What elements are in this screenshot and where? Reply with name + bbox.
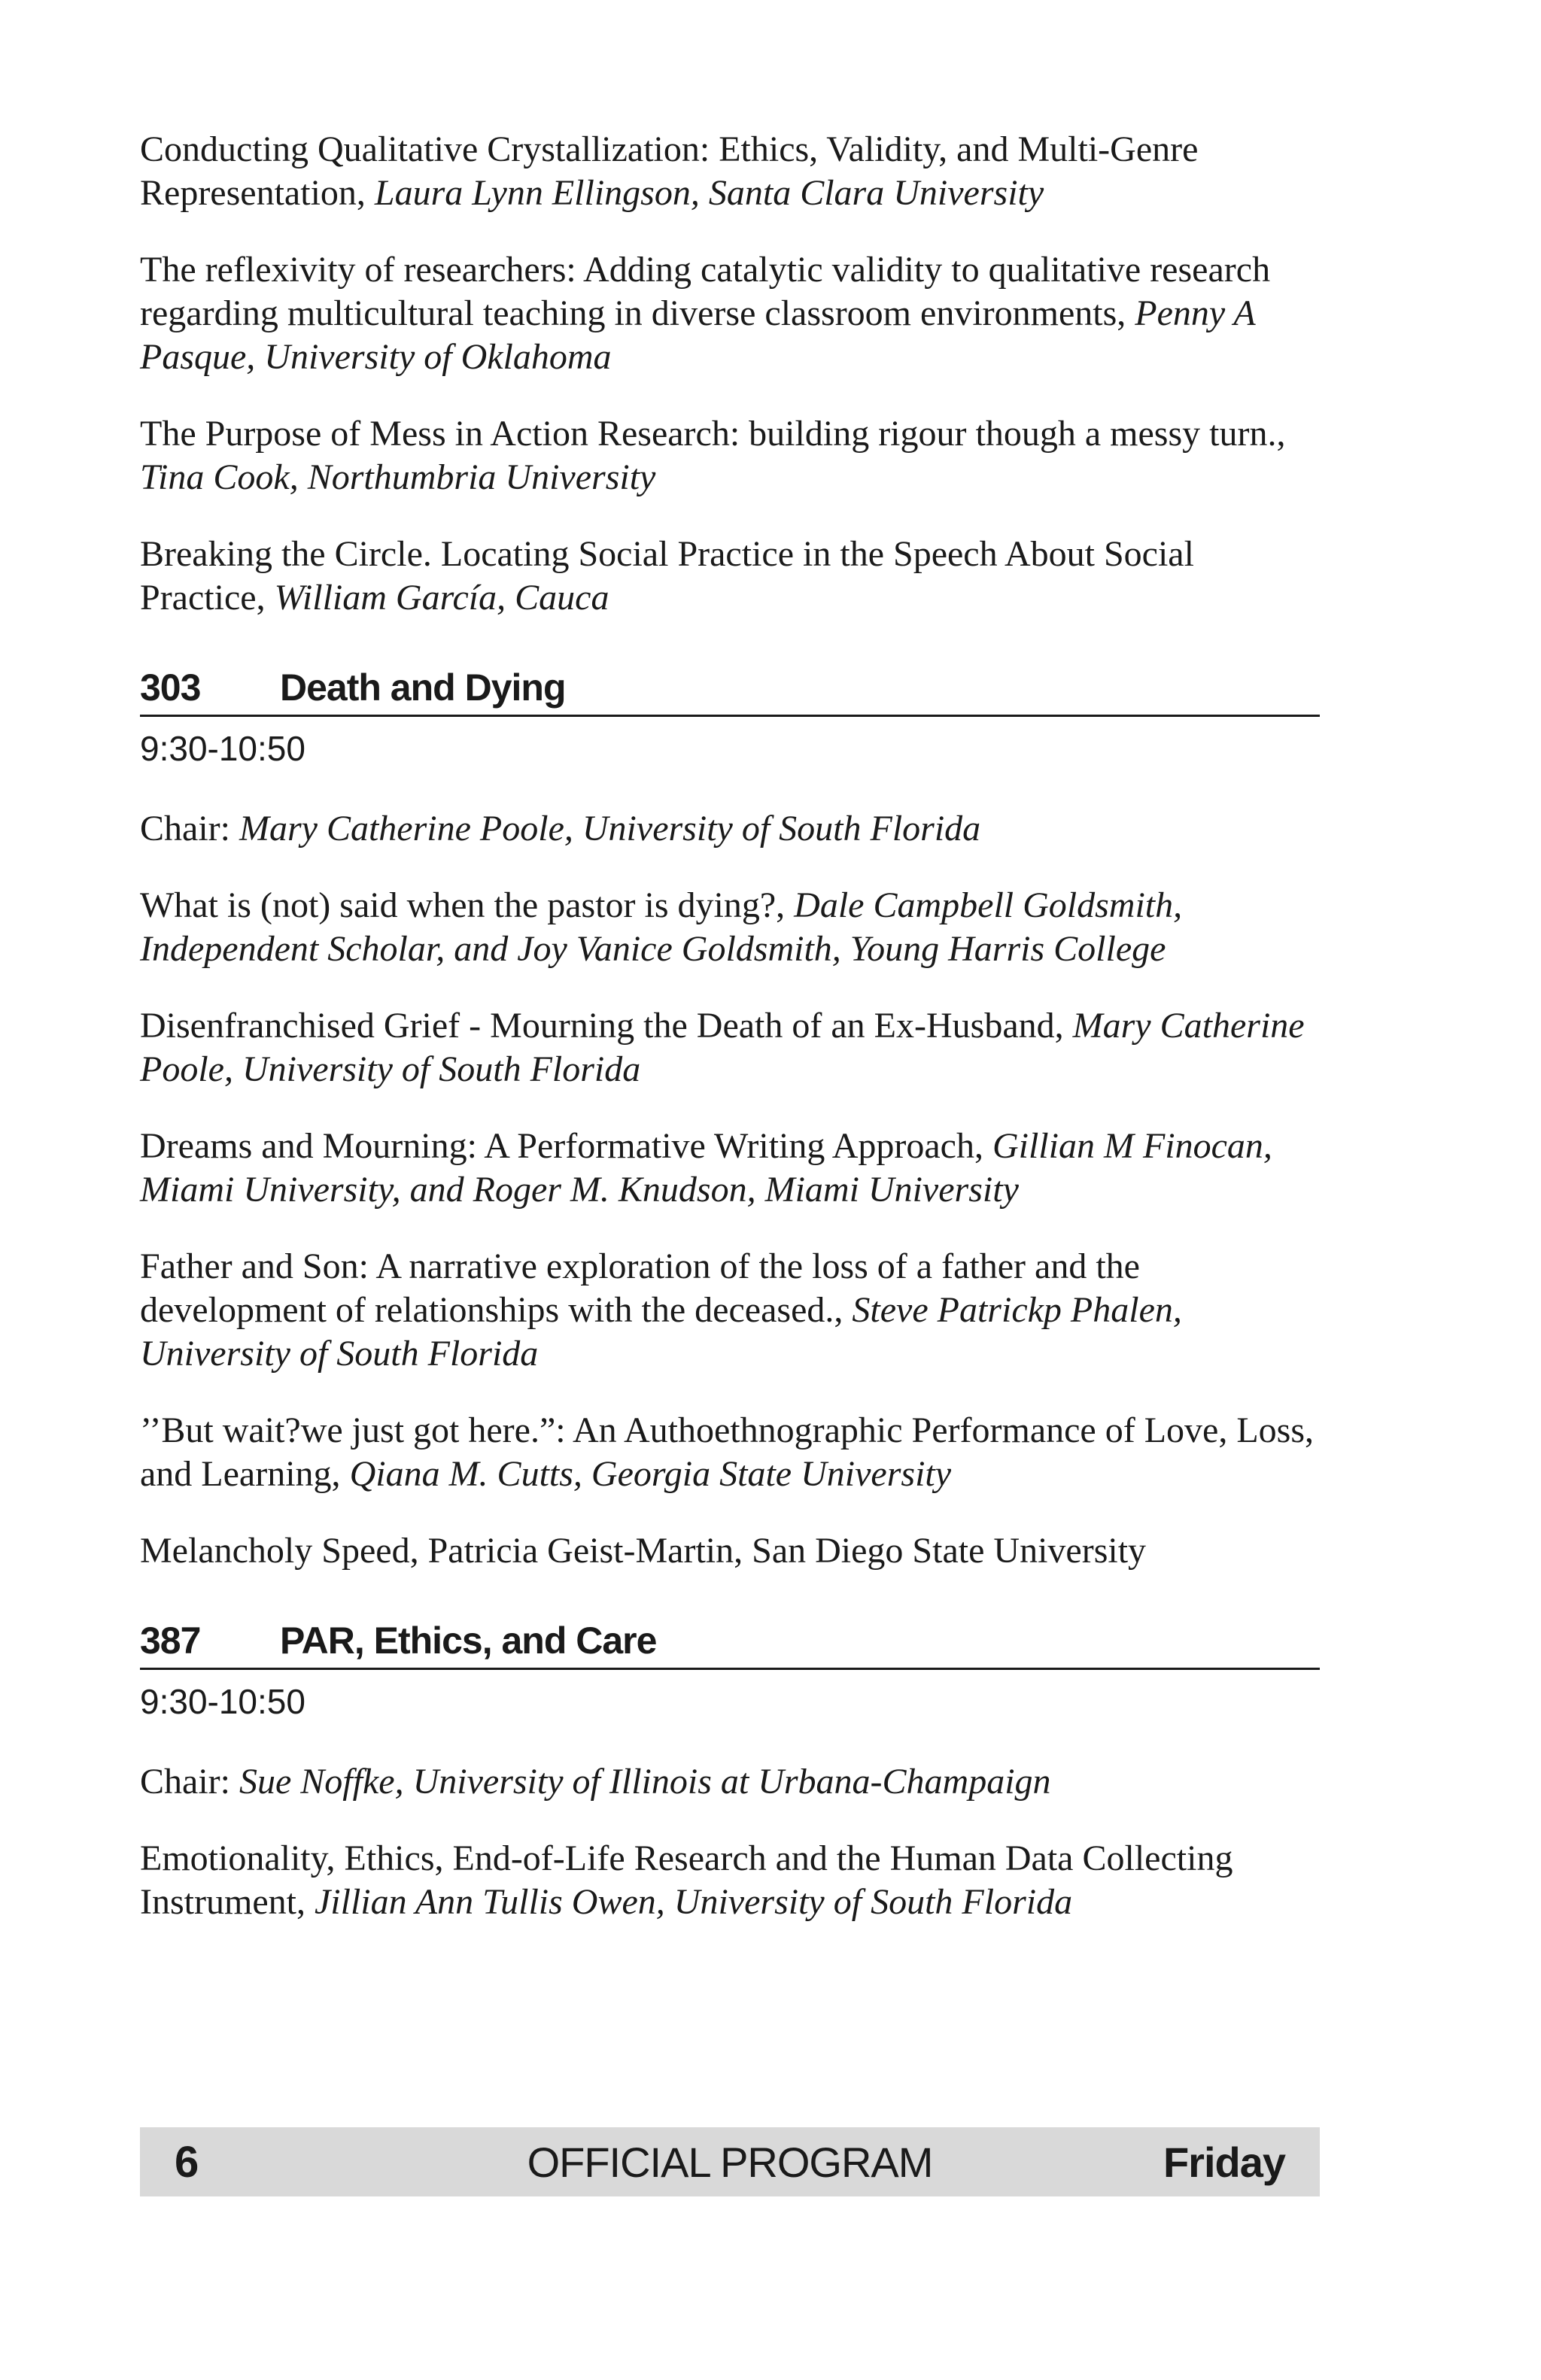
paper-entry: [140, 1837, 1320, 1924]
paper-title: Conducting Qualitative Crystallization: Ethics, Validity, and Multi-Genre Representation,: [140, 129, 1199, 213]
page-footer: [140, 2127, 1320, 2196]
paper-title: What is (not) said when the pastor is dying?,: [140, 885, 795, 925]
paper-title: Emotionality, Ethics, End-of-Life Research and the Human Data Collecting Instrument,: [140, 1838, 1233, 1922]
paper-authors: Qiana M. Cutts, Georgia State University: [349, 1454, 952, 1494]
session-number: 387: [140, 1620, 201, 1662]
session-303: [140, 663, 1320, 1573]
paper-authors: Penny A Pasque, University of Oklahoma: [140, 293, 1255, 377]
chair-name: Mary Catherine Poole, University of South Florida: [239, 809, 981, 848]
paper-authors: Steve Patrickp Phalen, University of South Florida: [140, 1290, 1182, 1374]
paper-entry: [140, 1529, 1320, 1573]
paper-entry: [140, 412, 1320, 499]
paper-title: Disenfranchised Grief - Mourning the Death of an Ex-Husband,: [140, 1006, 1073, 1046]
chair-label: Chair:: [140, 809, 239, 848]
paper-entry: [140, 128, 1320, 215]
paper-title: The reflexivity of researchers: Adding catalytic validity to qualitative research regarding multicultural teaching in diverse classroom environments,: [140, 250, 1271, 333]
chair-label: Chair:: [140, 1762, 239, 1802]
intro-entries: [140, 128, 1320, 620]
paper-title: ’’But wait?we just got here.”: An Authoethnographic Performance of Love, Loss, and Learning,: [140, 1410, 1315, 1494]
paper-authors: William García, Cauca: [274, 578, 609, 618]
paper-title: Melancholy Speed, Patricia Geist-Martin, San Diego State University: [140, 1531, 1147, 1571]
session-chair: [140, 807, 1320, 851]
paper-entry: [140, 884, 1320, 971]
session-header: [140, 663, 1320, 717]
paper-title: The Purpose of Mess in Action Research: building rigour though a messy turn.,: [140, 414, 1286, 454]
paper-authors: Mary Catherine Poole, University of South Florida: [140, 1006, 1305, 1089]
paper-entry: [140, 1125, 1320, 1212]
paper-title: Breaking the Circle. Locating Social Practice in the Speech About Social Practice,: [140, 534, 1194, 618]
session-387: [140, 1617, 1320, 1924]
session-time: 9:30-10:50: [140, 729, 305, 768]
session-time: 9:30-10:50: [140, 1682, 305, 1721]
program-page: [140, 128, 1320, 1957]
page-number: 6: [175, 2137, 199, 2187]
session-chair: [140, 1760, 1320, 1804]
paper-entry: [140, 533, 1320, 620]
paper-authors: Jillian Ann Tullis Owen, University of South Florida: [314, 1882, 1073, 1922]
paper-entry: [140, 1409, 1320, 1496]
paper-authors: Laura Lynn Ellingson, Santa Clara University: [374, 173, 1044, 213]
paper-entry: [140, 1245, 1320, 1376]
session-title: Death and Dying: [280, 666, 566, 709]
paper-title: Father and Son: A narrative exploration of the loss of a father and the development of relationships with the deceased.,: [140, 1246, 1140, 1330]
paper-title: Dreams and Mourning: A Performative Writing Approach,: [140, 1126, 992, 1166]
session-header: [140, 1617, 1320, 1670]
footer-title: OFFICIAL PROGRAM: [527, 2138, 933, 2186]
session-number: 303: [140, 666, 201, 709]
paper-entry: [140, 248, 1320, 379]
paper-authors: Dale Campbell Goldsmith, Independent Scholar, and Joy Vanice Goldsmith, Young Harris College: [140, 885, 1183, 969]
session-title: PAR, Ethics, and Care: [280, 1620, 657, 1662]
paper-authors: Gillian M Finocan, Miami University, and Roger M. Knudson, Miami University: [140, 1126, 1272, 1210]
paper-entry: [140, 1004, 1320, 1091]
footer-day: Friday: [1163, 2138, 1285, 2186]
chair-name: Sue Noffke, University of Illinois at Urbana-Champaign: [239, 1762, 1051, 1802]
paper-authors: Tina Cook, Northumbria University: [140, 457, 656, 497]
